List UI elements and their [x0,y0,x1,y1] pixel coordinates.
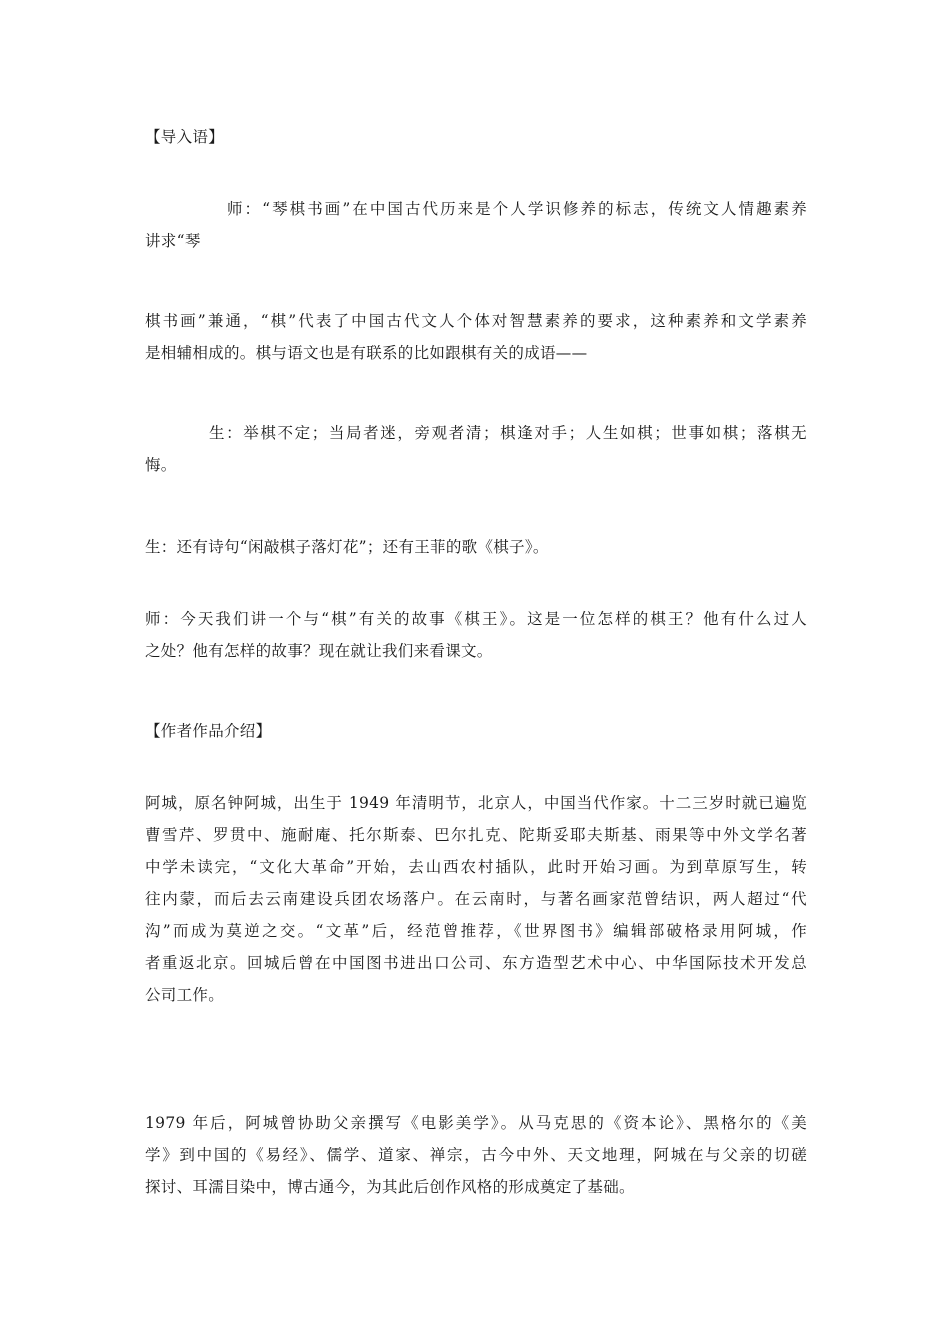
paragraph-line: 师：“琴棋书画”在中国古代历来是个人学识修养的标志，传统文人情趣素养 [227,200,807,218]
paragraph-line: 沟”而成为莫逆之交。“文革”后，经范曾推荐，《世界图书》编辑部破格录用阿城，作 [145,922,807,940]
paragraph-student-idioms [145,417,807,481]
paragraph-line: 往内蒙，而后去云南建设兵团农场落户。在云南时，与著名画家范曾结识，两人超过“代 [145,890,807,908]
paragraph-line: 者重返北京。回城后曾在中国图书进出口公司、东方造型艺术中心、中华国际技术开发总 [145,954,807,972]
paragraph-line: 讲求“琴 [145,232,201,250]
paragraph-line: 学》到中国的《易经》、儒学、道家、禅宗，古今中外、天文地理，阿城在与父亲的切磋 [145,1146,807,1164]
paragraph-line: 师：今天我们讲一个与“棋”有关的故事《棋王》。这是一位怎样的棋王？他有什么过人 [145,610,807,628]
paragraph-teacher-story [145,603,807,667]
paragraph-author-influence [145,1107,807,1203]
document-page [145,0,807,1344]
paragraph-line: 中学未读完，“文化大革命”开始，去山西农村插队，此时开始习画。为到草原写生，转 [145,858,807,876]
paragraph-line: 1979 年后，阿城曾协助父亲撰写《电影美学》。从马克思的《资本论》、黑格尔的《美 [145,1114,807,1132]
paragraph-student-poem [145,531,807,563]
paragraph-line: 生：还有诗句“闲敲棋子落灯花”；还有王菲的歌《棋子》。 [145,538,549,556]
paragraph-author-bio [145,787,807,1011]
heading-text: 【作者作品介绍】 [145,722,272,740]
paragraph-chess-literati [145,305,807,369]
heading-text: 【导入语】 [145,128,225,146]
paragraph-line: 悔。 [145,456,177,474]
section-heading-author [145,715,807,747]
paragraph-line: 之处？他有怎样的故事？现在就让我们来看课文。 [145,642,493,660]
paragraph-line: 曹雪芹、罗贯中、施耐庵、托尔斯泰、巴尔扎克、陀斯妥耶夫斯基、雨果等中外文学名著 [145,826,807,844]
paragraph-line: 是相辅相成的。棋与语文也是有联系的比如跟棋有关的成语—— [145,344,588,362]
paragraph-teacher-intro [145,193,807,257]
paragraph-line: 探讨、耳濡目染中，博古通今，为其此后创作风格的形成奠定了基础。 [145,1178,635,1196]
paragraph-line: 阿城，原名钟阿城，出生于 1949 年清明节，北京人，中国当代作家。十二三岁时就已遍览 [145,794,807,812]
paragraph-line: 生：举棋不定；当局者迷，旁观者清；棋逢对手；人生如棋；世事如棋；落棋无 [209,424,807,442]
paragraph-line: 公司工作。 [145,986,225,1004]
paragraph-line: 棋书画”兼通，“棋”代表了中国古代文人个体对智慧素养的要求，这种素养和文学素养 [145,312,807,330]
section-heading-intro [145,121,807,153]
